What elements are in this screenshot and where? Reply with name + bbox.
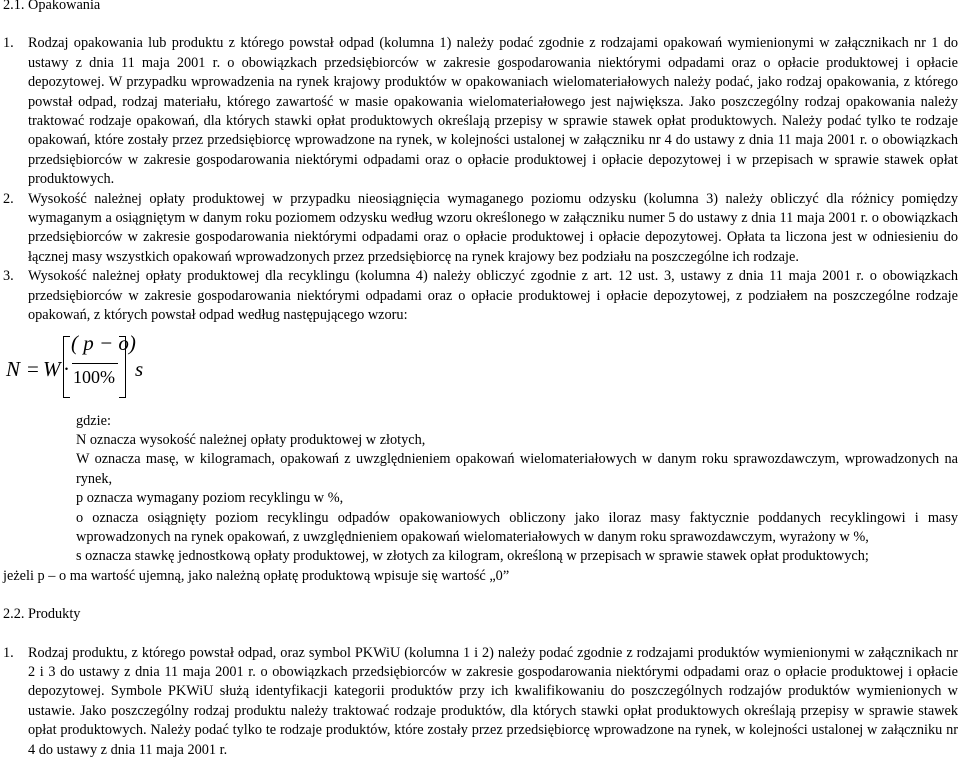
list-item-number: 1.: [3, 644, 14, 661]
definitions-intro: gdzie:: [76, 412, 111, 429]
formula-left-bracket: [63, 336, 70, 398]
definition-w: W oznacza masę, w kilogramach, opakowań z uwzględnieniem opakowań wielomateriałowych w danym roku sprawozdawczym, wprowadzonych na rynek,: [76, 451, 958, 487]
list-item-text: Wysokość należnej opłaty produktowej dla recyklingu (kolumna 4) należy obliczyć zgodnie z art. 12 ust. 3, ustawy z dnia 11 maja 2001 r. o obowiązkach przedsiębiorców w zakresie gospodarowania niektórymi odpadami oraz o opłacie produktowej i opłacie depozytowej, z podziałem na poszczególne rodzaje opakowań, z których powstał odpad według następującego wzoru:: [28, 268, 958, 324]
formula-s: s: [135, 356, 144, 381]
spacer: [0, 625, 960, 644]
list-item-number: 3.: [3, 268, 14, 285]
formula-equals: =: [27, 356, 39, 381]
list-item-text: Rodzaj opakowania lub produktu z którego powstał odpad (kolumna 1) należy podać zgodnie z rodzajami opakowań wymienionymi w załącznikach nr 1 do ustawy z dnia 11 maja 2001 r. o obowiązkach przedsiębiorców w zakresie gospodarowania niektórymi odpadami oraz o opłacie produktowej i opłacie depozytowej. W przypadku wprowadzenia na rynek krajowy produktów w opakowaniach wielomateriałowych należy podać, jako rodzaj opakowania, z którego powstał odpad, rodzaj materiału, którego zawartość w masie opakowania wielomateriałowego jest największa. Jako poszczególny rodzaj opakowania należy traktować rodzaje opakowań, dla których stawki opłat produktowych określają przepisy w sprawie stawek opłat produktowych. Należy podać tylko te rodzaje opakowań, które zostały przez przedsiębiorcę wprowadzone na rynek, w kolejności ustalonej w załączniku nr 4 do ustawy z dnia 11 maja 2001 r. o obowiązkach przedsiębiorców w zakresie gospodarowania niektórymi odpadami oraz o opłacie produktowej i opłacie depozytowej i w przepisach w sprawie stawek opłat produktowych.: [28, 35, 958, 188]
formula-numerator: ( p − o): [71, 330, 136, 355]
formula-right-bracket: [119, 336, 126, 398]
definition-s: s oznacza stawkę jednostkową opłaty produktowej, w złotych za kilogram, określoną w przepisach w sprawie stawek opłat produktowych;: [76, 548, 869, 565]
definition-n: N oznacza wysokość należnej opłaty produktowej w złotych,: [76, 431, 426, 448]
section-heading-produkty: 2.2. Produkty: [3, 606, 81, 623]
formula-fraction-line: [72, 363, 118, 364]
negative-value-note: jeżeli p – o ma wartość ujemną, jako należną opłatę produktową wpisuje się wartość „0”: [3, 567, 510, 584]
formula-multiply: ·: [63, 356, 70, 381]
formula-denominator: 100%: [73, 366, 115, 387]
list-item-number: 2.: [3, 190, 14, 207]
section-heading-opakowania: 2.1. Opakowania: [3, 0, 101, 13]
list-item: [0, 34, 960, 189]
formula-n: N: [6, 356, 21, 381]
formula-definitions: [0, 412, 960, 567]
list-item: [0, 190, 960, 268]
formula-w: W: [43, 356, 61, 381]
spacer: [0, 15, 960, 34]
definition-o: o oznacza osiągnięty poziom recyklingu odpadów opakowaniowych obliczony jako iloraz masy faktycznie poddanych recyklingowi i masy wprowadzonych na rynek opakowań, z uwzględnieniem opakowań wielomateriałowych w danym roku sprawozdawczym, wyrażony w %,: [76, 509, 958, 545]
list-item-text: Rodzaj produktu, z którego powstał odpad, oraz symbol PKWiU (kolumna 1 i 2) należy podać zgodnie z rodzajami produktów wymienionymi w załącznikach nr 2 i 3 do ustawy z dnia 11 maja 2001 r. o obowiązkach przedsiębiorców w zakresie gospodarowania niektórymi odpadami oraz o opłacie produktowej i opłacie depozytowej. Symbole PKWiU służą identyfikacji kategorii produktów przy ich kwalifikowaniu do poszczególnych rodzajów produktów wymienionych w ustawie. Jako poszczególny rodzaj produktu należy traktować rodzaje produktów, dla których stawki opłat produktowych określają przepisy w sprawie stawek opłat produktowych. Należy podać tylko te rodzaje produktów, które zostały przez przedsiębiorcę wprowadzone na rynek, w kolejności ustalonej w załączniku nr 4 do ustawy z dnia 11 maja 2001 r.: [28, 644, 958, 758]
list-item: [0, 267, 960, 325]
definition-p: p oznacza wymagany poziom recyklingu w %,: [76, 490, 344, 507]
list-item-number: 1.: [3, 35, 14, 52]
list-item: [0, 644, 960, 760]
fee-formula: [0, 332, 960, 412]
spacer: [0, 586, 960, 605]
list-item-text: Wysokość należnej opłaty produktowej w przypadku nieosiągnięcia wymaganego poziomu odzysku (kolumna 3) należy obliczyć dla różnicy pomiędzy wymaganym a osiągniętym w danym roku poziomem odzysku według wzoru określonego w załączniku numer 5 do ustawy z dnia 11 maja 2001 r. o obowiązkach przedsiębiorców w zakresie gospodarowania niektórymi odpadami oraz o opłacie produktowej i opłacie depozytowej. Opłata ta liczona jest w odniesieniu do łącznej masy wszystkich opakowań wprowadzonych przez przedsiębiorcę na rynek krajowy bez podziału na poszczególne ich rodzaje.: [28, 190, 958, 265]
